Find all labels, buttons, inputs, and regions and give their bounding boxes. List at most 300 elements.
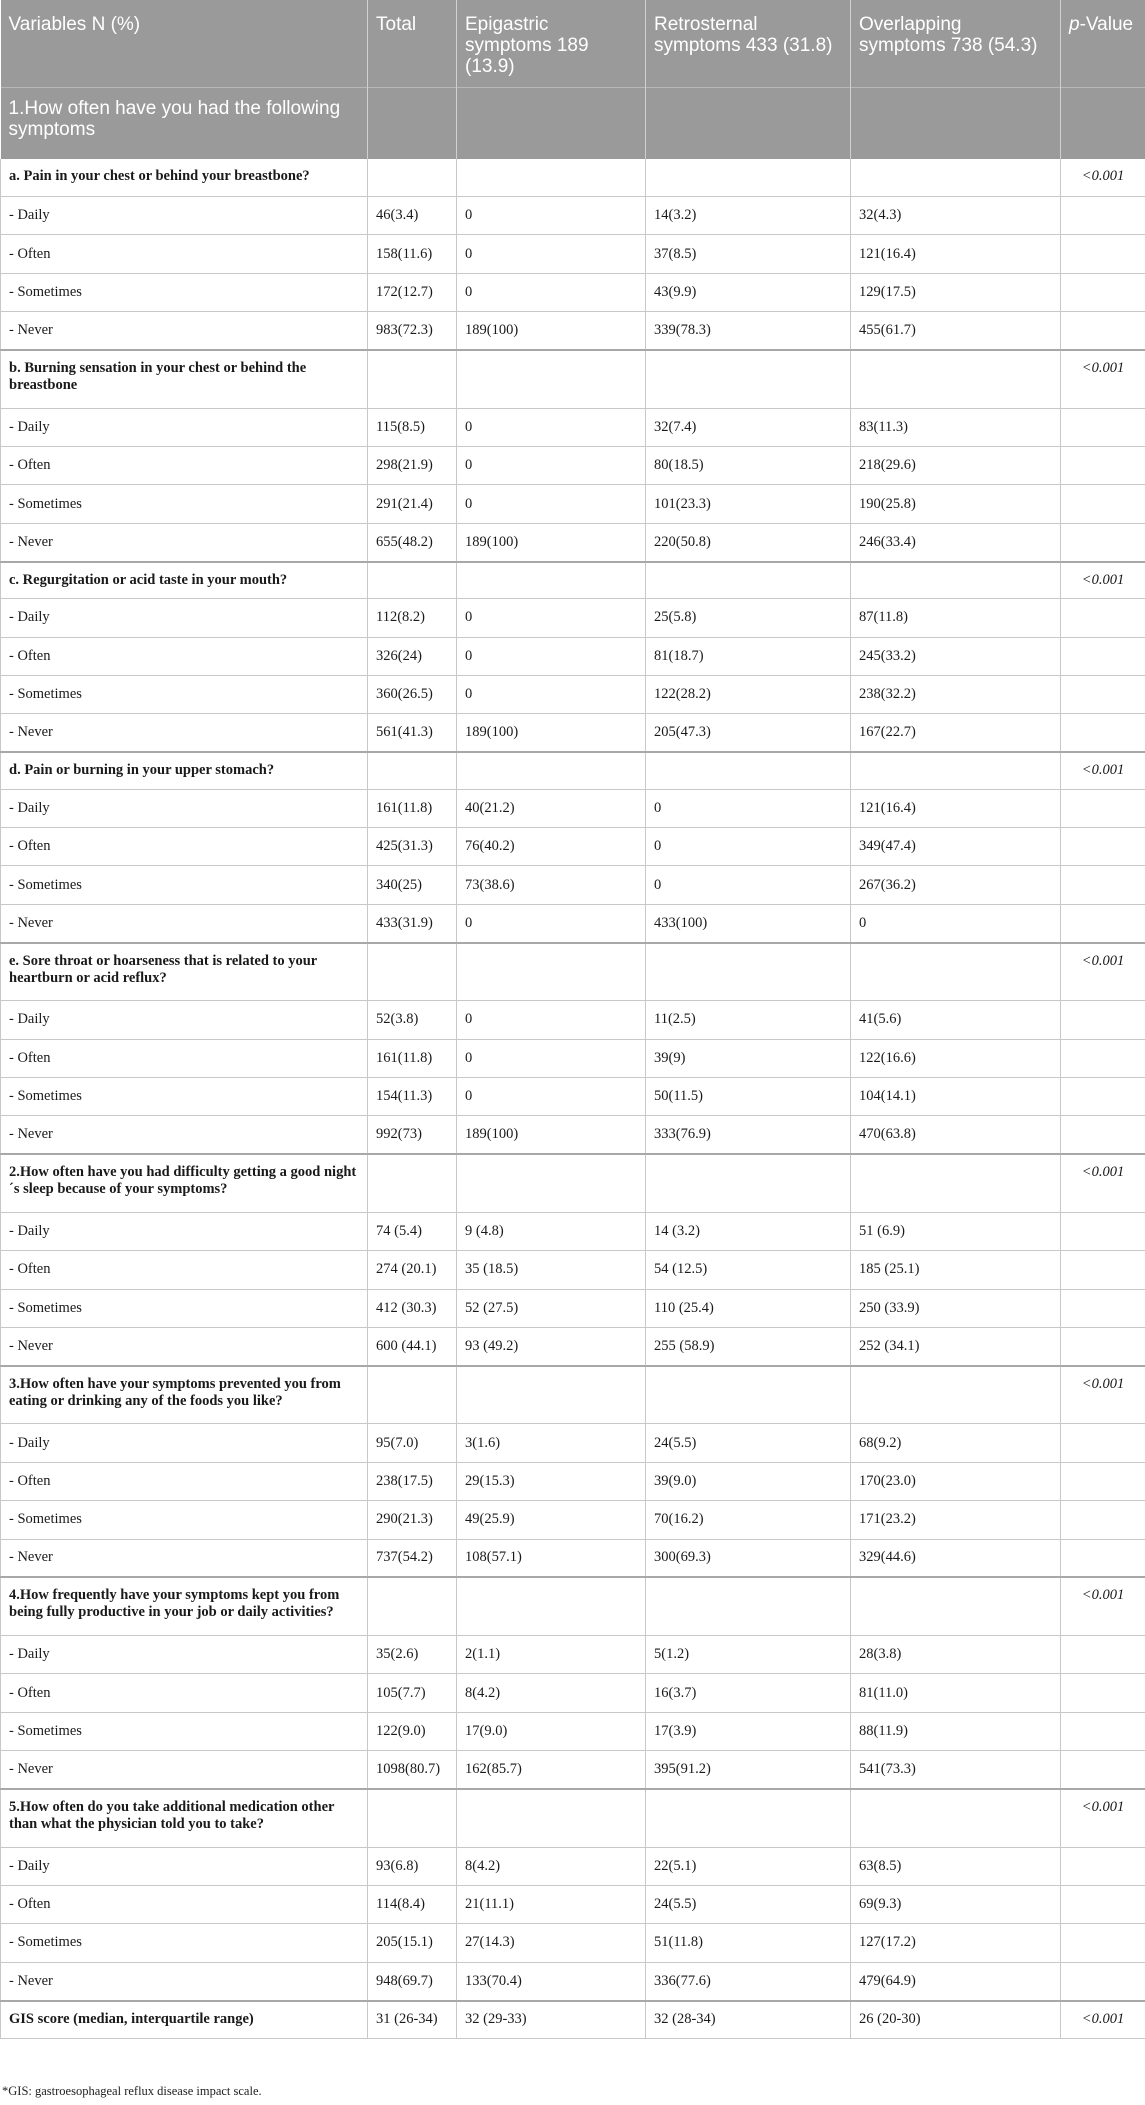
value-retrosternal: 205(47.3) <box>646 714 851 752</box>
value-retrosternal: 339(78.3) <box>646 312 851 350</box>
question-row <box>1 1366 1145 1424</box>
option-label: - Daily <box>1 408 368 446</box>
section-empty-cell <box>851 88 1061 159</box>
value-total: 425(31.3) <box>368 828 457 866</box>
empty-cell <box>1061 828 1145 866</box>
value-overlapping: 185 (25.1) <box>851 1251 1061 1289</box>
value-total: 655(48.2) <box>368 523 457 561</box>
value-overlapping: 63(8.5) <box>851 1847 1061 1885</box>
value-overlapping: 329(44.6) <box>851 1539 1061 1577</box>
value-retrosternal: 16(3.7) <box>646 1674 851 1712</box>
empty-cell <box>1061 675 1145 713</box>
section-title: 1.How often have you had the following symptoms <box>1 88 368 159</box>
table-row <box>1 1751 1145 1789</box>
value-retrosternal: 70(16.2) <box>646 1501 851 1539</box>
question-label: b. Burning sensation in your chest or behind the breastbone <box>1 350 368 408</box>
table-row <box>1 1251 1145 1289</box>
empty-cell <box>646 752 851 789</box>
empty-cell <box>646 1154 851 1212</box>
question-row <box>1 752 1145 789</box>
table-row <box>1 1116 1145 1154</box>
value-retrosternal: 0 <box>646 828 851 866</box>
table-row <box>1 1212 1145 1250</box>
value-overlapping: 238(32.2) <box>851 675 1061 713</box>
value-epigastric: 189(100) <box>457 714 646 752</box>
empty-cell <box>1061 1635 1145 1673</box>
empty-cell <box>368 562 457 599</box>
value-total: 95(7.0) <box>368 1424 457 1462</box>
value-retrosternal: 395(91.2) <box>646 1751 851 1789</box>
value-total: 238(17.5) <box>368 1462 457 1500</box>
header-overlapping: Overlapping symptoms 738 (54.3) <box>851 0 1061 88</box>
empty-cell <box>1061 197 1145 235</box>
option-label: - Often <box>1 637 368 675</box>
question-row <box>1 159 1145 197</box>
value-epigastric: 29(15.3) <box>457 1462 646 1500</box>
empty-cell <box>646 1577 851 1635</box>
option-label: - Never <box>1 1751 368 1789</box>
question-row <box>1 1789 1145 1847</box>
empty-cell <box>851 1577 1061 1635</box>
value-overlapping: 121(16.4) <box>851 789 1061 827</box>
p-value: <0.001 <box>1061 1577 1145 1635</box>
value-retrosternal: 14(3.2) <box>646 197 851 235</box>
option-label: - Never <box>1 523 368 561</box>
value-overlapping: 68(9.2) <box>851 1424 1061 1462</box>
empty-cell <box>457 562 646 599</box>
value-overlapping: 32(4.3) <box>851 197 1061 235</box>
table-row <box>1 273 1145 311</box>
question-label: a. Pain in your chest or behind your breastbone? <box>1 159 368 197</box>
value-overlapping: 129(17.5) <box>851 273 1061 311</box>
empty-cell <box>1061 1885 1145 1923</box>
value-retrosternal: 24(5.5) <box>646 1885 851 1923</box>
value-epigastric: 2(1.1) <box>457 1635 646 1673</box>
empty-cell <box>646 943 851 1001</box>
gis-overlapping: 26 (20-30) <box>851 2001 1061 2039</box>
option-label: - Often <box>1 446 368 484</box>
empty-cell <box>457 1789 646 1847</box>
table-body <box>1 159 1145 2039</box>
p-value: <0.001 <box>1061 1366 1145 1424</box>
table-row <box>1 1635 1145 1673</box>
empty-cell <box>851 562 1061 599</box>
question-label: e. Sore throat or hoarseness that is related to your heartburn or acid reflux? <box>1 943 368 1001</box>
value-retrosternal: 220(50.8) <box>646 523 851 561</box>
value-overlapping: 104(14.1) <box>851 1078 1061 1116</box>
value-overlapping: 250 (33.9) <box>851 1289 1061 1327</box>
empty-cell <box>646 1789 851 1847</box>
empty-cell <box>368 752 457 789</box>
empty-cell <box>1061 1462 1145 1500</box>
empty-cell <box>457 1577 646 1635</box>
header-pvalue-suffix: -Value <box>1079 14 1134 35</box>
section-empty-cell <box>457 88 646 159</box>
table-row <box>1 1885 1145 1923</box>
value-overlapping: 252 (34.1) <box>851 1327 1061 1365</box>
empty-cell <box>646 1366 851 1424</box>
option-label: - Never <box>1 1327 368 1365</box>
table-row <box>1 1924 1145 1962</box>
value-retrosternal: 32(7.4) <box>646 408 851 446</box>
value-retrosternal: 300(69.3) <box>646 1539 851 1577</box>
value-total: 274 (20.1) <box>368 1251 457 1289</box>
value-overlapping: 541(73.3) <box>851 1751 1061 1789</box>
question-row <box>1 1154 1145 1212</box>
empty-cell <box>1061 599 1145 637</box>
empty-cell <box>851 159 1061 197</box>
value-retrosternal: 80(18.5) <box>646 446 851 484</box>
empty-cell <box>1061 523 1145 561</box>
empty-cell <box>1061 235 1145 273</box>
gis-score-row <box>1 2001 1145 2039</box>
header-total: Total <box>368 0 457 88</box>
p-value: <0.001 <box>1061 1789 1145 1847</box>
empty-cell <box>1061 1501 1145 1539</box>
value-overlapping: 246(33.4) <box>851 523 1061 561</box>
empty-cell <box>457 1154 646 1212</box>
empty-cell <box>457 159 646 197</box>
value-epigastric: 0 <box>457 599 646 637</box>
option-label: - Sometimes <box>1 675 368 713</box>
value-total: 360(26.5) <box>368 675 457 713</box>
option-label: - Never <box>1 312 368 350</box>
table-row <box>1 1712 1145 1750</box>
value-total: 290(21.3) <box>368 1501 457 1539</box>
value-retrosternal: 5(1.2) <box>646 1635 851 1673</box>
value-overlapping: 41(5.6) <box>851 1001 1061 1039</box>
empty-cell <box>1061 1327 1145 1365</box>
value-epigastric: 8(4.2) <box>457 1674 646 1712</box>
table-row <box>1 904 1145 942</box>
empty-cell <box>1061 408 1145 446</box>
question-row <box>1 350 1145 408</box>
value-epigastric: 0 <box>457 1039 646 1077</box>
table-row <box>1 408 1145 446</box>
empty-cell <box>1061 1212 1145 1250</box>
empty-cell <box>1061 789 1145 827</box>
option-label: - Daily <box>1 1847 368 1885</box>
value-epigastric: 21(11.1) <box>457 1885 646 1923</box>
empty-cell <box>1061 637 1145 675</box>
value-retrosternal: 54 (12.5) <box>646 1251 851 1289</box>
value-total: 112(8.2) <box>368 599 457 637</box>
p-value: <0.001 <box>1061 943 1145 1001</box>
p-value: <0.001 <box>1061 562 1145 599</box>
section-empty-cell <box>1061 88 1145 159</box>
option-label: - Sometimes <box>1 866 368 904</box>
footnote: *GIS: gastroesophageal reflux disease impact scale. <box>2 2084 262 2098</box>
header-row <box>1 0 1145 88</box>
value-total: 35(2.6) <box>368 1635 457 1673</box>
question-label: 2.How often have you had difficulty getting a good night´s sleep because of your symptoms? <box>1 1154 368 1212</box>
value-total: 412 (30.3) <box>368 1289 457 1327</box>
value-epigastric: 0 <box>457 273 646 311</box>
value-epigastric: 0 <box>457 637 646 675</box>
value-total: 326(24) <box>368 637 457 675</box>
value-retrosternal: 122(28.2) <box>646 675 851 713</box>
empty-cell <box>1061 485 1145 523</box>
option-label: - Sometimes <box>1 1078 368 1116</box>
empty-cell <box>1061 1539 1145 1577</box>
value-epigastric: 52 (27.5) <box>457 1289 646 1327</box>
value-epigastric: 0 <box>457 197 646 235</box>
empty-cell <box>1061 446 1145 484</box>
value-epigastric: 189(100) <box>457 312 646 350</box>
empty-cell <box>646 350 851 408</box>
option-label: - Sometimes <box>1 1289 368 1327</box>
empty-cell <box>851 1366 1061 1424</box>
value-epigastric: 0 <box>457 1001 646 1039</box>
value-retrosternal: 101(23.3) <box>646 485 851 523</box>
option-label: - Often <box>1 828 368 866</box>
question-row <box>1 1577 1145 1635</box>
empty-cell <box>1061 1924 1145 1962</box>
empty-cell <box>457 1366 646 1424</box>
value-total: 205(15.1) <box>368 1924 457 1962</box>
value-overlapping: 455(61.7) <box>851 312 1061 350</box>
value-retrosternal: 433(100) <box>646 904 851 942</box>
value-total: 737(54.2) <box>368 1539 457 1577</box>
value-overlapping: 349(47.4) <box>851 828 1061 866</box>
table-row <box>1 1539 1145 1577</box>
table-row <box>1 1039 1145 1077</box>
value-retrosternal: 110 (25.4) <box>646 1289 851 1327</box>
table-row <box>1 714 1145 752</box>
table-row <box>1 789 1145 827</box>
option-label: - Often <box>1 1674 368 1712</box>
gis-epigastric: 32 (29-33) <box>457 2001 646 2039</box>
table-row <box>1 1674 1145 1712</box>
p-value: <0.001 <box>1061 350 1145 408</box>
option-label: - Daily <box>1 599 368 637</box>
section-empty-cell <box>646 88 851 159</box>
value-overlapping: 479(64.9) <box>851 1962 1061 2000</box>
table-row <box>1 1078 1145 1116</box>
value-retrosternal: 24(5.5) <box>646 1424 851 1462</box>
question-label: 3.How often have your symptoms prevented you from eating or drinking any of the foods you like? <box>1 1366 368 1424</box>
empty-cell <box>851 1789 1061 1847</box>
question-label: c. Regurgitation or acid taste in your mouth? <box>1 562 368 599</box>
empty-cell <box>1061 1251 1145 1289</box>
option-label: - Sometimes <box>1 1501 368 1539</box>
value-total: 52(3.8) <box>368 1001 457 1039</box>
option-label: - Often <box>1 1251 368 1289</box>
option-label: - Often <box>1 235 368 273</box>
empty-cell <box>1061 1001 1145 1039</box>
value-epigastric: 8(4.2) <box>457 1847 646 1885</box>
value-total: 340(25) <box>368 866 457 904</box>
empty-cell <box>368 159 457 197</box>
value-total: 561(41.3) <box>368 714 457 752</box>
empty-cell <box>851 943 1061 1001</box>
value-total: 172(12.7) <box>368 273 457 311</box>
empty-cell <box>368 943 457 1001</box>
value-epigastric: 0 <box>457 675 646 713</box>
empty-cell <box>1061 1751 1145 1789</box>
question-label: 5.How often do you take additional medication other than what the physician told you to take? <box>1 1789 368 1847</box>
value-retrosternal: 51(11.8) <box>646 1924 851 1962</box>
value-retrosternal: 14 (3.2) <box>646 1212 851 1250</box>
value-epigastric: 189(100) <box>457 1116 646 1154</box>
value-epigastric: 0 <box>457 485 646 523</box>
value-retrosternal: 39(9) <box>646 1039 851 1077</box>
value-retrosternal: 336(77.6) <box>646 1962 851 2000</box>
value-total: 600 (44.1) <box>368 1327 457 1365</box>
table-row <box>1 1001 1145 1039</box>
option-label: - Daily <box>1 789 368 827</box>
value-epigastric: 189(100) <box>457 523 646 561</box>
value-total: 154(11.3) <box>368 1078 457 1116</box>
value-total: 46(3.4) <box>368 197 457 235</box>
value-epigastric: 17(9.0) <box>457 1712 646 1750</box>
p-value: <0.001 <box>1061 752 1145 789</box>
option-label: - Never <box>1 904 368 942</box>
header-retrosternal: Retrosternal symptoms 433 (31.8) <box>646 0 851 88</box>
gis-label: GIS score (median, interquartile range) <box>1 2001 368 2039</box>
option-label: - Daily <box>1 197 368 235</box>
empty-cell <box>851 752 1061 789</box>
value-overlapping: 267(36.2) <box>851 866 1061 904</box>
value-epigastric: 93 (49.2) <box>457 1327 646 1365</box>
option-label: - Sometimes <box>1 485 368 523</box>
table-row <box>1 446 1145 484</box>
table-row <box>1 599 1145 637</box>
header-epigastric: Epigastric symptoms 189 (13.9) <box>457 0 646 88</box>
table-row <box>1 1501 1145 1539</box>
value-total: 983(72.3) <box>368 312 457 350</box>
value-total: 298(21.9) <box>368 446 457 484</box>
value-epigastric: 0 <box>457 1078 646 1116</box>
value-overlapping: 122(16.6) <box>851 1039 1061 1077</box>
empty-cell <box>1061 1116 1145 1154</box>
section-header-row <box>1 88 1145 159</box>
value-overlapping: 88(11.9) <box>851 1712 1061 1750</box>
value-retrosternal: 0 <box>646 866 851 904</box>
empty-cell <box>368 1577 457 1635</box>
empty-cell <box>457 752 646 789</box>
empty-cell <box>368 1366 457 1424</box>
option-label: - Often <box>1 1885 368 1923</box>
value-retrosternal: 25(5.8) <box>646 599 851 637</box>
table-row <box>1 1424 1145 1462</box>
question-label: d. Pain or burning in your upper stomach? <box>1 752 368 789</box>
header-pvalue-italic: p <box>1069 14 1080 35</box>
option-label: - Never <box>1 1116 368 1154</box>
value-overlapping: 87(11.8) <box>851 599 1061 637</box>
value-retrosternal: 37(8.5) <box>646 235 851 273</box>
empty-cell <box>1061 1424 1145 1462</box>
value-total: 93(6.8) <box>368 1847 457 1885</box>
empty-cell <box>368 350 457 408</box>
value-epigastric: 3(1.6) <box>457 1424 646 1462</box>
value-retrosternal: 81(18.7) <box>646 637 851 675</box>
empty-cell <box>1061 273 1145 311</box>
empty-cell <box>1061 1847 1145 1885</box>
table-row <box>1 866 1145 904</box>
empty-cell <box>1061 1039 1145 1077</box>
value-total: 291(21.4) <box>368 485 457 523</box>
value-epigastric: 0 <box>457 446 646 484</box>
value-epigastric: 76(40.2) <box>457 828 646 866</box>
option-label: - Often <box>1 1462 368 1500</box>
value-overlapping: 28(3.8) <box>851 1635 1061 1673</box>
option-label: - Daily <box>1 1001 368 1039</box>
empty-cell <box>646 159 851 197</box>
option-label: - Sometimes <box>1 1924 368 1962</box>
gis-retrosternal: 32 (28-34) <box>646 2001 851 2039</box>
empty-cell <box>851 350 1061 408</box>
empty-cell <box>457 350 646 408</box>
value-total: 74 (5.4) <box>368 1212 457 1250</box>
value-overlapping: 121(16.4) <box>851 235 1061 273</box>
option-label: - Daily <box>1 1635 368 1673</box>
value-retrosternal: 50(11.5) <box>646 1078 851 1116</box>
table-row <box>1 828 1145 866</box>
empty-cell <box>1061 866 1145 904</box>
table-row <box>1 235 1145 273</box>
value-total: 433(31.9) <box>368 904 457 942</box>
option-label: - Never <box>1 1539 368 1577</box>
option-label: - Sometimes <box>1 1712 368 1750</box>
empty-cell <box>851 1154 1061 1212</box>
section-empty-cell <box>368 88 457 159</box>
table-header <box>1 0 1145 159</box>
value-overlapping: 171(23.2) <box>851 1501 1061 1539</box>
question-label: 4.How frequently have your symptoms kept you from being fully productive in your job or daily activities? <box>1 1577 368 1635</box>
header-variables: Variables N (%) <box>1 0 368 88</box>
empty-cell <box>1061 904 1145 942</box>
empty-cell <box>1061 1078 1145 1116</box>
option-label: - Never <box>1 714 368 752</box>
value-epigastric: 133(70.4) <box>457 1962 646 2000</box>
gis-total: 31 (26-34) <box>368 2001 457 2039</box>
empty-cell <box>368 1789 457 1847</box>
value-epigastric: 9 (4.8) <box>457 1212 646 1250</box>
value-epigastric: 35 (18.5) <box>457 1251 646 1289</box>
option-label: - Daily <box>1 1424 368 1462</box>
table-row <box>1 1462 1145 1500</box>
table-row <box>1 312 1145 350</box>
value-total: 948(69.7) <box>368 1962 457 2000</box>
value-overlapping: 218(29.6) <box>851 446 1061 484</box>
p-value: <0.001 <box>1061 159 1145 197</box>
option-label: - Daily <box>1 1212 368 1250</box>
value-epigastric: 0 <box>457 904 646 942</box>
empty-cell <box>457 943 646 1001</box>
value-overlapping: 69(9.3) <box>851 1885 1061 1923</box>
table-row <box>1 637 1145 675</box>
value-retrosternal: 255 (58.9) <box>646 1327 851 1365</box>
value-overlapping: 470(63.8) <box>851 1116 1061 1154</box>
value-epigastric: 108(57.1) <box>457 1539 646 1577</box>
table-row <box>1 1847 1145 1885</box>
value-overlapping: 83(11.3) <box>851 408 1061 446</box>
value-retrosternal: 333(76.9) <box>646 1116 851 1154</box>
empty-cell <box>1061 312 1145 350</box>
value-epigastric: 49(25.9) <box>457 1501 646 1539</box>
table-row <box>1 675 1145 713</box>
empty-cell <box>1061 1674 1145 1712</box>
empty-cell <box>1061 714 1145 752</box>
value-retrosternal: 39(9.0) <box>646 1462 851 1500</box>
table-row <box>1 1327 1145 1365</box>
value-total: 1098(80.7) <box>368 1751 457 1789</box>
table-row <box>1 485 1145 523</box>
value-total: 992(73) <box>368 1116 457 1154</box>
value-retrosternal: 22(5.1) <box>646 1847 851 1885</box>
option-label: - Never <box>1 1962 368 2000</box>
